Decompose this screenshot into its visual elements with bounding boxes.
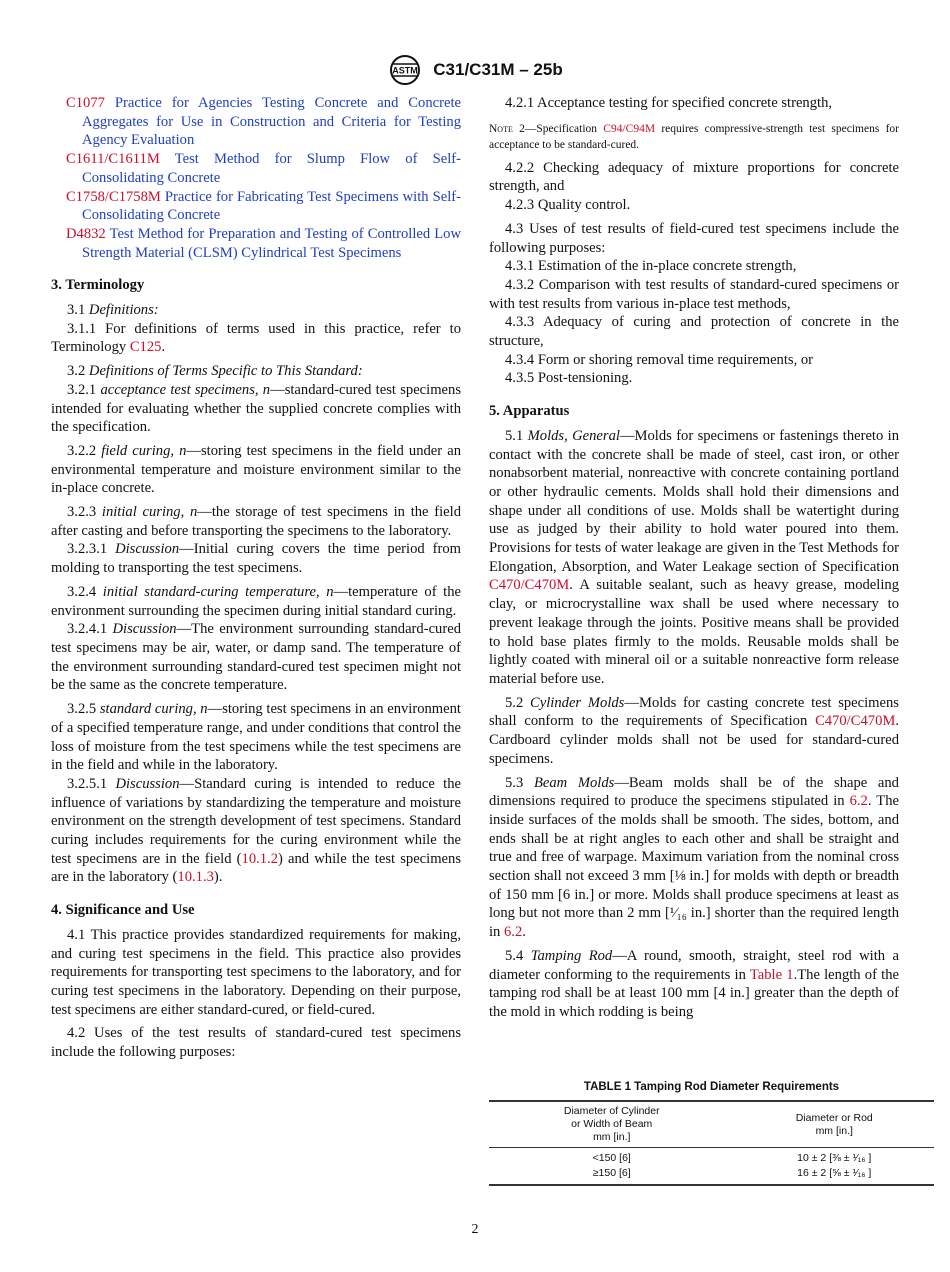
- reference-d4832: D4832 Test Method for Preparation and Testing of Controlled Low Strength Material (CLSM) Cylindrical Test Specimens: [66, 225, 461, 261]
- para-3-2-5: 3.2.5 standard curing, n—storing test specimens in an environment of a specified temperature range, and under conditions that control the loss of moisture from the test specimens while the test specimens are in the field and while in the laboratory.: [51, 701, 461, 774]
- ref-link[interactable]: C1077: [66, 95, 105, 111]
- para-3-2-3: 3.2.3 initial curing, n—the storage of test specimens in the field after casting and before transporting the specimens to the laboratory.: [51, 504, 461, 539]
- para-3-2-3-1: 3.2.3.1 Discussion—Initial curing covers the time period from molding to transporting the test specimens.: [51, 541, 461, 577]
- right-column: [489, 94, 899, 1022]
- table-cell: 10 ± 2 [⅜ ± ¹⁄₁₆ ]: [797, 1152, 872, 1164]
- table-header-cell: Diameter or Rod mm [in.]: [734, 1101, 934, 1148]
- para-4-3-5: 4.3.5 Post-tensioning.: [505, 370, 633, 387]
- para-4-1: 4.1 This practice provides standardized requirements for making, and curing test specimens in the field. This practice also provides requirements for transporting test specimens to the laboratory, and for curing test specimens in the laboratory. Depending on their purpose, test specimens are either standard-cured, or field-cured.: [51, 926, 461, 1018]
- ref-link[interactable]: C1611/C1611M: [66, 151, 160, 168]
- section-heading-apparatus: 5. Apparatus: [489, 403, 570, 420]
- table-header-cell: Diameter of Cylinder or Width of Beam mm [in.]: [489, 1101, 734, 1148]
- ref-link[interactable]: 6.2: [504, 924, 523, 941]
- standard-designation: C31/C31M – 25b: [433, 60, 563, 79]
- svg-text:ASTM: ASTM: [392, 65, 419, 76]
- table-cell: 16 ± 2 [⅝ ± ¹⁄₁₆ ]: [734, 1166, 934, 1185]
- ref-link[interactable]: C1758/C1758M: [66, 188, 161, 205]
- page-header: [0, 54, 950, 86]
- para-4-3-3: 4.3.3 Adequacy of curing and protection of concrete in the structure,: [489, 314, 899, 350]
- para-5-4: 5.4 Tamping Rod—A round, smooth, straight, steel rod with a diameter conforming to the requirements in Table 1.The length of the tamping rod shall be at least 100 mm [4 in.] greater than the depth of the mold in which rodding is being: [489, 947, 900, 1020]
- para-3-2-1: 3.2.1 acceptance test specimens, n—standard-cured test specimens intended for evaluating whether the supplied concrete complies with the specification.: [51, 381, 462, 436]
- table-row: [489, 1166, 934, 1185]
- ref-link[interactable]: C470/C470M: [815, 713, 896, 730]
- ref-link[interactable]: 6.2: [849, 793, 868, 810]
- table-row: [489, 1148, 934, 1167]
- table-cell: ≥150 [6]: [489, 1166, 734, 1185]
- para-4-2-3: 4.2.3 Quality control.: [505, 197, 631, 214]
- para-5-3: 5.3 Beam Molds—Beam molds shall be of the shape and dimensions required to produce the specimens stipulated in 6.2. The inside surfaces of the molds shall be smooth. The sides, bottom, and ends shall be at right angles to each other and shall be straight and true and free of warpage. Maximum variation from the nominal cross section shall not exceed 3 mm [⅛ in.] for molds with depth or breadth of 150 mm [6 in.] or more. Molds shall produce specimens at least as long but not more than 2 mm [¹⁄₁₆ in.] shorter than the required length in 6.2.: [489, 774, 899, 941]
- ref-link[interactable]: 10.1.2: [241, 850, 279, 867]
- para-4-3: 4.3 Uses of test results of field-cured test specimens include the following purposes:: [489, 220, 899, 256]
- note-2: Note 2—Specification C94/C94M requires compressive-strength test specimens for acceptance to be standard-cured.: [489, 122, 899, 151]
- para-5-2: 5.2 Cylinder Molds—Molds for casting concrete test specimens shall conform to the requirements of Specification C470/C470M. Cardboard cylinder molds shall not be used for standard-cured specimens.: [489, 694, 899, 767]
- left-column: [51, 94, 461, 1062]
- para-4-3-4: 4.3.4 Form or shoring removal time requirements, or: [505, 351, 814, 368]
- table-1: [489, 1100, 934, 1186]
- para-3-2-4: 3.2.4 initial standard-curing temperature, n—temperature of the environment surrounding the specimen during initial standard curing.: [51, 583, 461, 619]
- astm-logo-icon: [387, 54, 423, 86]
- reference-c1077: C1077 Practice for Agencies Testing Concrete and Concrete Aggregates for Use in Construction and Criteria for Testing Agency Evaluation: [66, 95, 461, 149]
- page-number: 2: [471, 1222, 479, 1237]
- para-4-2-1: 4.2.1 Acceptance testing for specified concrete strength,: [505, 95, 833, 111]
- para-4-2: 4.2 Uses of the test results of standard-cured test specimens include the following purposes:: [51, 1025, 461, 1061]
- table-cell: <150 [6]: [592, 1152, 631, 1164]
- section-heading-terminology: 3. Terminology: [51, 277, 145, 294]
- section-heading-significance: 4. Significance and Use: [51, 902, 195, 919]
- para-3-1: 3.1 Definitions:: [67, 302, 159, 319]
- para-4-3-2: 4.3.2 Comparison with test results of standard-cured specimens or with test results from various in-place test methods,: [489, 276, 899, 312]
- para-5-1: 5.1 Molds, General—Molds for specimens or fastenings thereto in contact with the concrete shall be made of steel, cast iron, or other nonabsorbent material, nonreactive with concrete containing portland or other hydraulic cements. Molds shall hold their dimensions and shape under all conditions of use. Molds shall be watertight during use as judged by their ability to hold water poured into them. Provisions for tests of water leakage are given in the Test Methods for Elongation, Absorption, and Water Leakage section of Specification C470/C470M. A suitable sealant, such as heavy grease, modeling clay, or microcrystalline wax shall be used where necessary to prevent leakage through the joints. Positive means shall be provided to hold base plates firmly to the molds. Reusable molds shall be lightly coated with mineral oil or a suitable nonreactive form release material before use.: [489, 427, 899, 687]
- para-4-3-1: 4.3.1 Estimation of the in-place concrete strength,: [505, 258, 797, 275]
- ref-link[interactable]: C470/C470M: [489, 577, 570, 594]
- para-3-2-2: 3.2.2 field curing, n—storing test specimens in the field under an environmental temperature and moisture environment similar to the in-place concrete.: [51, 442, 461, 497]
- reference-c1758: C1758/C1758M Practice for Fabricating Test Specimens with Self-Consolidating Concrete: [66, 188, 461, 224]
- ref-link[interactable]: C94/C94M: [603, 122, 656, 135]
- para-3-1-1: 3.1.1 For definitions of terms used in this practice, refer to Terminology C125.: [51, 320, 461, 356]
- table-1-title: TABLE 1 Tamping Rod Diameter Requirements: [583, 1081, 840, 1093]
- ref-link[interactable]: 10.1.3: [177, 869, 214, 886]
- reference-c1611: C1611/C1611M Test Method for Slump Flow of Self-Consolidating Concrete: [66, 151, 461, 186]
- para-3-2: 3.2 Definitions of Terms Specific to This Standard:: [67, 363, 363, 380]
- para-3-2-4-1: 3.2.4.1 Discussion—The environment surrounding standard-cured test specimens may be air, water, or damp sand. The temperature of the environment surrounding standard-cured test specimen might not be the same as the concrete temperature.: [51, 621, 461, 694]
- para-3-2-5-1: 3.2.5.1 Discussion—Standard curing is intended to reduce the influence of variations by standardizing the temperature and moisture environment on the strength development of test specimens. Standard curing includes requirements for the curing environment while the test specimens are in the field (10.1.2) and while the test specimens are in the laboratory (10.1.3).: [51, 775, 462, 886]
- para-4-2-2: 4.2.2 Checking adequacy of mixture proportions for concrete strength, and: [489, 159, 899, 195]
- ref-link[interactable]: C125: [129, 339, 162, 356]
- ref-link[interactable]: D4832: [66, 225, 106, 242]
- ref-link[interactable]: Table 1: [749, 966, 794, 983]
